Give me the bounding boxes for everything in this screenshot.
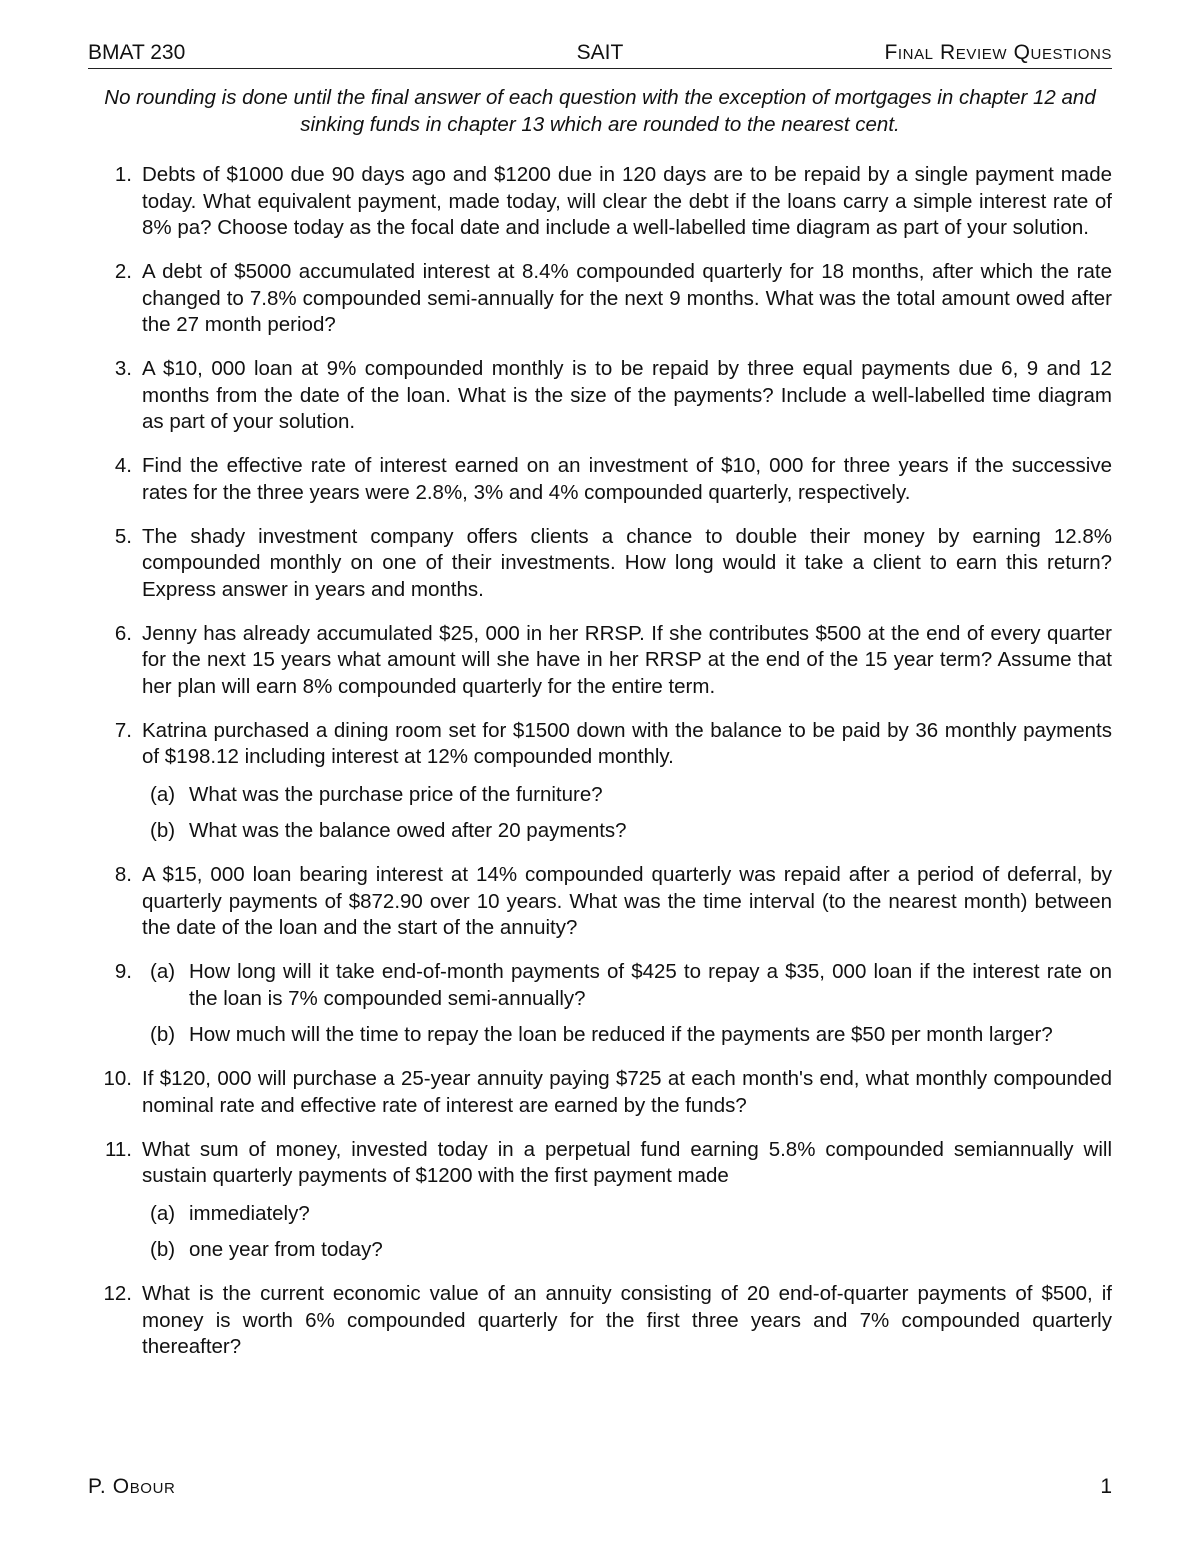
subpart-text: What was the balance owed after 20 payments? (189, 819, 627, 842)
question-number: 1. (114, 163, 132, 186)
question-number: 3. (114, 357, 132, 380)
question-item (88, 162, 1112, 242)
course-code: BMAT 230 (88, 41, 186, 64)
subpart-label: (b) (150, 1023, 176, 1046)
question-text: Jenny has already accumulated $25, 000 in her RRSP. If she contributes $500 at the end of every quarter for the next 15 years what amount will she have in her RRSP at the end of the 15 year term? Assume that her plan will earn 8% compounded quarterly for the entire term. (142, 621, 1112, 698)
question-number: 6. (114, 621, 132, 645)
question-item (88, 1137, 1112, 1264)
question-text: What is the current economic value of an annuity consisting of 20 end-of-quarter payments of $500, if money is worth 6% compounded quarterly for the first three years and 7% compounded quarterly thereafter? (142, 1282, 1112, 1358)
document-title: Final Review Questions (884, 41, 1112, 64)
subpart-text: one year from today? (189, 1238, 383, 1261)
subpart-item (142, 1201, 1112, 1228)
question-text: Find the effective rate of interest earned on an investment of $10, 000 for three years if the successive rates for the three years were 2.8%, 3% and 4% compounded quarterly, respectively. (142, 454, 1112, 504)
subpart-item (142, 818, 1112, 845)
question-text: A debt of $5000 accumulated interest at 8.4% compounded quarterly for 18 months, after which the rate changed to 7.8% compounded semi-annually for the next 9 months. What was the total amount owed after the 27 month period? (142, 260, 1112, 336)
question-text: Debts of $1000 due 90 days ago and $1200 due in 120 days are to be repaid by a single payment made today. What equivalent payment, made today, will clear the debt if the loans carry a simple interest rate of 8% pa? Choose today as the focal date and include a well-labelled time diagram as part of your solution. (142, 163, 1112, 239)
author-name: P. Obour (88, 1475, 176, 1498)
subpart-text: How much will the time to repay the loan be reduced if the payments are $50 per month larger? (189, 1023, 1053, 1046)
institution-name: SAIT (576, 41, 624, 64)
question-item (88, 1066, 1112, 1119)
question-number: 8. (114, 863, 132, 886)
question-text: What sum of money, invested today in a perpetual fund earning 5.8% compounded semiannually will sustain quarterly payments of $1200 with the first payment made (142, 1137, 1112, 1187)
subpart-item (142, 959, 1112, 1012)
question-number: 11. (105, 1137, 132, 1161)
question-item (88, 356, 1112, 436)
question-item (88, 1281, 1112, 1361)
question-text: A $10, 000 loan at 9% compounded monthly is to be repaid by three equal payments due 6, 9 and 12 months from the date of the loan. What is the size of the payments? Include a well-labelled time diagram as part of your solution. (142, 357, 1112, 433)
question-item (88, 453, 1112, 506)
question-item (88, 259, 1112, 339)
page-footer (88, 1474, 1112, 1504)
question-number: 10. (103, 1067, 132, 1090)
question-item (88, 959, 1112, 1049)
question-text: A $15, 000 loan bearing interest at 14% compounded quarterly was repaid after a period of deferral, by quarterly payments of $872.90 over 10 years. What was the time interval (to the nearest month) between the date of the loan and the start of the annuity? (142, 863, 1112, 939)
subpart-item (142, 1237, 1112, 1264)
subpart-label: (a) (150, 782, 176, 806)
question-number: 4. (114, 454, 132, 477)
subpart-list (142, 959, 1112, 1049)
question-item (88, 718, 1112, 845)
subpart-label: (b) (150, 1238, 176, 1261)
question-item (88, 862, 1112, 942)
header-divider (88, 68, 1112, 69)
subpart-text: immediately? (189, 1201, 310, 1225)
question-text: If $120, 000 will purchase a 25-year annuity paying $725 at each month's end, what monthly compounded nominal rate and effective rate of interest are earned by the funds? (142, 1067, 1112, 1117)
subpart-item (142, 1022, 1112, 1049)
question-number: 9. (114, 960, 132, 983)
subpart-label: (b) (150, 819, 176, 842)
question-item (88, 524, 1112, 604)
question-number: 12. (103, 1282, 132, 1305)
subpart-label: (a) (150, 1201, 176, 1225)
question-number: 5. (114, 524, 132, 548)
question-number: 7. (114, 718, 132, 742)
page-header (88, 40, 1112, 70)
subpart-list (142, 1201, 1112, 1264)
page-number: 1 (1100, 1475, 1112, 1498)
subpart-list (142, 782, 1112, 845)
rounding-instructions: No rounding is done until the final answer of each question with the exception of mortgages in chapter 12 and sinking funds in chapter 13 which are rounded to the nearest cent. (104, 86, 1096, 136)
question-text: Katrina purchased a dining room set for $1500 down with the balance to be paid by 36 monthly payments of $198.12 including interest at 12% compounded monthly. (142, 718, 1112, 768)
question-item (88, 621, 1112, 701)
subpart-text: What was the purchase price of the furniture? (189, 782, 603, 806)
question-number: 2. (114, 260, 132, 283)
subpart-item (142, 782, 1112, 809)
question-text: The shady investment company offers clients a chance to double their money by earning 12.8% compounded monthly on one of their investments. How long would it take a client to earn this return? Express answer in years and months. (142, 524, 1112, 601)
subpart-text: How long will it take end-of-month payments of $425 to repay a $35, 000 loan if the interest rate on the loan is 7% compounded semi-annually? (189, 960, 1112, 1010)
question-list (88, 162, 1112, 1378)
subpart-label: (a) (150, 960, 176, 983)
